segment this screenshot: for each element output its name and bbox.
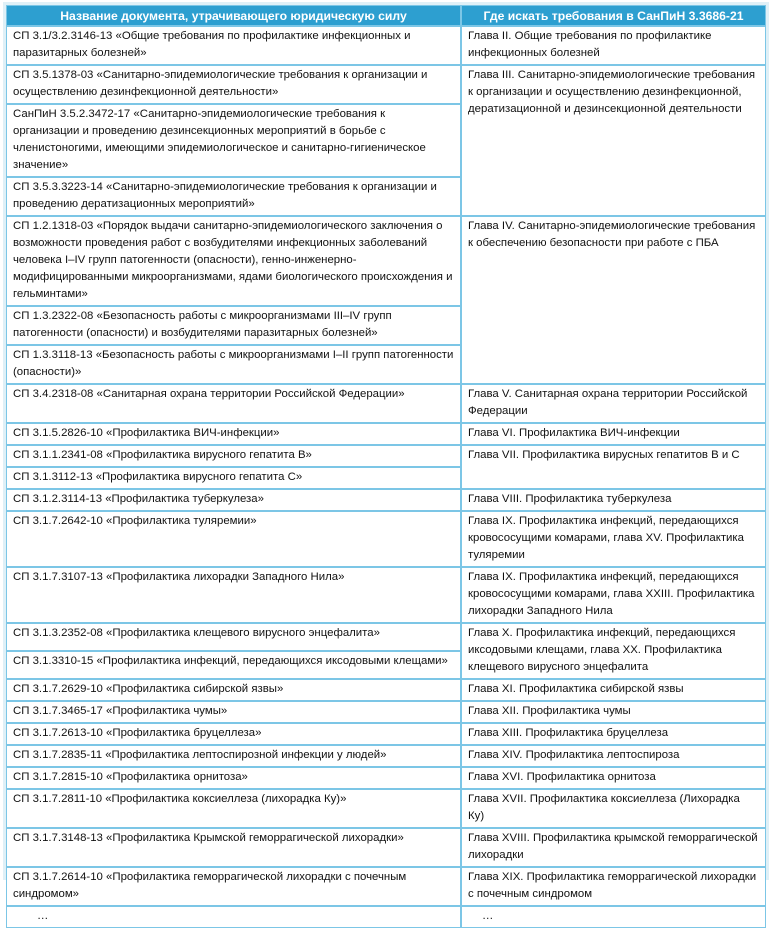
chapter-cell: Глава II. Общие требования по профилактике инфекционных болезней — [461, 26, 766, 65]
document-cell: СП 3.1.7.2642-10 «Профилактика туляремии» — [6, 511, 461, 567]
table-row — [6, 489, 766, 511]
table-row — [6, 423, 766, 445]
chapter-cell: Глава X. Профилактика инфекций, передающихся иксодовыми клещами, глава XX. Профилактика клещевого вирусного энцефалита — [461, 623, 766, 679]
table-row — [6, 384, 766, 423]
table-row — [6, 723, 766, 745]
header-document: Название документа, утрачивающего юридическую силу — [6, 5, 461, 26]
table-row — [6, 867, 766, 906]
document-cell: СП 1.3.2322-08 «Безопасность работы с микроорганизмами III–IV групп патогенности (опасности) и возбудителями паразитарных болезней» — [6, 306, 461, 345]
table-row — [6, 906, 766, 928]
table-row — [6, 216, 766, 306]
chapter-cell: Глава XIV. Профилактика лептоспироза — [461, 745, 766, 767]
header-requirements: Где искать требования в СанПиН 3.3686-21 — [461, 5, 766, 26]
document-cell: СП 3.1.7.3465-17 «Профилактика чумы» — [6, 701, 461, 723]
table-row — [6, 623, 766, 651]
table-row — [6, 679, 766, 701]
chapter-cell: Глава XII. Профилактика чумы — [461, 701, 766, 723]
chapter-cell: Глава III. Санитарно-эпидемиологические требования к организации и осуществлению дезинфекционной, дератизационной и дезинсекционной деятельности — [461, 65, 766, 216]
document-cell: СП 3.1.2.3114-13 «Профилактика туберкулеза» — [6, 489, 461, 511]
table-row — [6, 511, 766, 567]
chapter-cell: Глава XIII. Профилактика бруцеллеза — [461, 723, 766, 745]
document-cell: СП 1.3.3118-13 «Безопасность работы с микроорганизмами I–II групп патогенности (опасности)» — [6, 345, 461, 384]
document-cell: СП 3.1.3.2352-08 «Профилактика клещевого вирусного энцефалита» — [6, 623, 461, 651]
document-cell: СП 3.4.2318-08 «Санитарная охрана территории Российской Федерации» — [6, 384, 461, 423]
table-row — [6, 828, 766, 867]
document-cell: СП 3.5.3.3223-14 «Санитарно-эпидемиологические требования к организации и проведению дератизационных мероприятий» — [6, 177, 461, 216]
chapter-cell: Глава IV. Санитарно-эпидемиологические требования к обеспечению безопасности при работе с ПБА — [461, 216, 766, 384]
document-cell: СП 1.2.1318-03 «Порядок выдачи санитарно-эпидемиологического заключения о возможности проведения работ с возбудителями инфекционных заболеваний человека I–IV групп патогенности (опасности), генно-инженерно-модифицированными микроорганизмами, ядами биологического происхождения и гельминтами» — [6, 216, 461, 306]
table-row — [6, 745, 766, 767]
table-row — [6, 789, 766, 828]
document-cell: СП 3.5.1378-03 «Санитарно-эпидемиологические требования к организации и осуществлению дезинфекционной деятельности» — [6, 65, 461, 104]
chapter-cell: Глава VIII. Профилактика туберкулеза — [461, 489, 766, 511]
document-cell: СП 3.1.7.2815-10 «Профилактика орнитоза» — [6, 767, 461, 789]
chapter-cell: Глава XVII. Профилактика коксиеллеза (Лихорадка Ку) — [461, 789, 766, 828]
document-cell: СП 3.1.1.2341-08 «Профилактика вирусного гепатита В» — [6, 445, 461, 467]
continuation-cell: … — [461, 906, 766, 928]
document-cell: СП 3.1.5.2826-10 «Профилактика ВИЧ-инфекции» — [6, 423, 461, 445]
chapter-cell: Глава XI. Профилактика сибирской язвы — [461, 679, 766, 701]
continuation-cell: … — [6, 906, 461, 928]
document-cell: СП 3.1.7.2811-10 «Профилактика коксиеллеза (лихорадка Ку)» — [6, 789, 461, 828]
document-cell: СП 3.1.7.2614-10 «Профилактика геморрагической лихорадки с почечным синдромом» — [6, 867, 461, 906]
document-cell: СП 3.1.7.2835-11 «Профилактика лептоспирозной инфекции у людей» — [6, 745, 461, 767]
chapter-cell: Глава IX. Профилактика инфекций, передающихся кровососущими комарами, глава XV. Профилактика туляремии — [461, 511, 766, 567]
chapter-cell: Глава VII. Профилактика вирусных гепатитов В и С — [461, 445, 766, 489]
document-cell: СП 3.1.3112-13 «Профилактика вирусного гепатита С» — [6, 467, 461, 489]
chapter-cell: Глава XIX. Профилактика геморрагической лихорадки с почечным синдромом — [461, 867, 766, 906]
document-cell: СП 3.1.3310-15 «Профилактика инфекций, передающихся иксодовыми клещами» — [6, 651, 461, 679]
document-cell: СП 3.1/3.2.3146-13 «Общие требования по профилактике инфекционных и паразитарных болезней» — [6, 26, 461, 65]
document-cell: СП 3.1.7.3148-13 «Профилактика Крымской геморрагической лихорадки» — [6, 828, 461, 867]
document-cell: СП 3.1.7.3107-13 «Профилактика лихорадки Западного Нила» — [6, 567, 461, 623]
document-cell: СП 3.1.7.2613-10 «Профилактика бруцеллеза» — [6, 723, 461, 745]
chapter-cell: Глава XVIII. Профилактика крымской геморрагической лихорадки — [461, 828, 766, 867]
requirements-table — [6, 5, 766, 928]
chapter-cell: Глава XVI. Профилактика орнитоза — [461, 767, 766, 789]
table-row — [6, 445, 766, 467]
table-row — [6, 65, 766, 104]
chapter-cell: Глава V. Санитарная охрана территории Российской Федерации — [461, 384, 766, 423]
table-row — [6, 701, 766, 723]
chapter-cell: Глава IX. Профилактика инфекций, передающихся кровососущими комарами, глава XXIII. Профилактика лихорадки Западного Нила — [461, 567, 766, 623]
document-cell: СанПиН 3.5.2.3472-17 «Санитарно-эпидемиологические требования к организации и проведению дезинсекционных мероприятий в борьбе с членистоногими, имеющими эпидемиологическое и санитарно-гигиеническое значение» — [6, 104, 461, 177]
document-cell: СП 3.1.7.2629-10 «Профилактика сибирской язвы» — [6, 679, 461, 701]
table-row — [6, 767, 766, 789]
table-header-row — [6, 5, 766, 26]
chapter-cell: Глава VI. Профилактика ВИЧ-инфекции — [461, 423, 766, 445]
table-row — [6, 567, 766, 623]
table-row — [6, 26, 766, 65]
